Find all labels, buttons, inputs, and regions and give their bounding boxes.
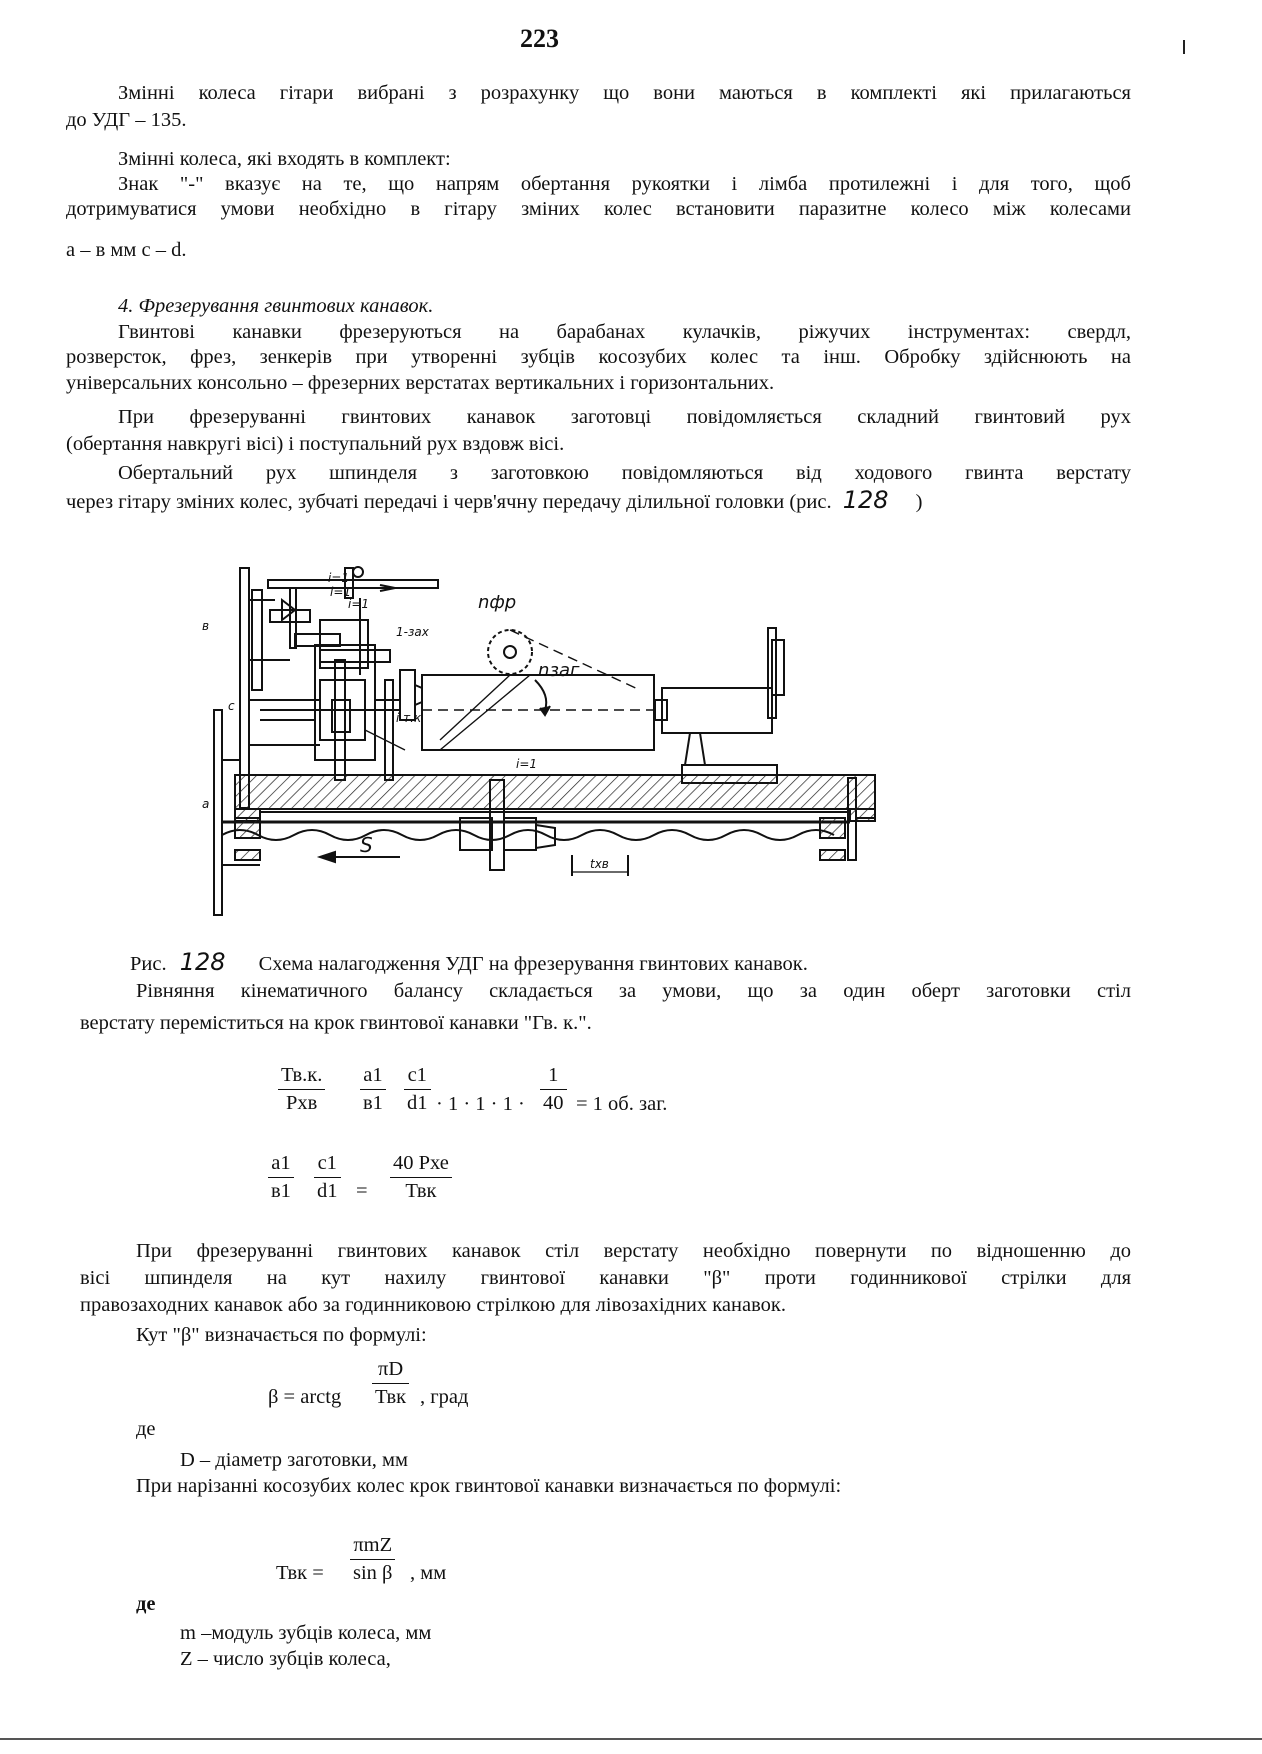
machine-table bbox=[235, 775, 875, 809]
para7-line2: верстату переміститься на крок гвинтової канавки "Гв. к.". bbox=[80, 1012, 592, 1034]
eq1-frac3: с1 d1 bbox=[404, 1062, 431, 1116]
fig-label-i1-b: і=1 bbox=[330, 585, 352, 599]
fig-label-ntkx: і т.к bbox=[396, 711, 422, 725]
fig-label-a: а bbox=[202, 797, 210, 811]
eq1-rhs: = 1 об. заг. bbox=[576, 1093, 668, 1115]
fig-label-nzag: nзаг bbox=[538, 660, 580, 681]
eq2-frac1: а1 в1 bbox=[268, 1150, 294, 1204]
caption-number: 128 bbox=[179, 948, 226, 976]
milling-cutter bbox=[488, 630, 532, 674]
section-heading: 4. Фрезерування гвинтових канавок. bbox=[118, 295, 434, 317]
eq1-mid: · 1 · 1 · 1 · bbox=[436, 1093, 525, 1115]
de-label-2: де bbox=[136, 1593, 156, 1615]
fig-label-nfr: nфр bbox=[478, 592, 517, 613]
definition-Z: Z – число зубців колеса, bbox=[180, 1648, 391, 1670]
para10: При нарізанні косозубих колес крок гвинтової канавки визначається по формулі: bbox=[136, 1475, 842, 1497]
gear-a bbox=[214, 710, 222, 915]
para8-line3: правозаходних канавок або за годинниковою стрілкою для лівозахідних канавок. bbox=[80, 1294, 786, 1316]
caption-text: Схема налагодження УДГ на фрезерування гвинтових канавок. bbox=[258, 953, 808, 975]
para6-line1: Обертальний рух шпинделя з заготовкою повідомляються від ходового гвинта верстату bbox=[118, 462, 1131, 484]
para6-fig-ref: 128 bbox=[842, 486, 889, 514]
workpiece bbox=[422, 675, 654, 750]
eq3-lhs: β = arctg bbox=[268, 1386, 342, 1408]
para9: Кут "β" визначається по формулі: bbox=[136, 1324, 427, 1346]
caption-prefix: Рис. bbox=[130, 953, 167, 975]
eq1-frac4: $\frac{1}{40}$ bbox=[540, 1062, 567, 1116]
eq1-frac2: а1 в1 bbox=[360, 1062, 386, 1116]
bottom-rule bbox=[0, 1738, 1262, 1740]
eq3-unit: , град bbox=[420, 1386, 469, 1408]
fig-label-s: S bbox=[360, 833, 373, 857]
para4-line1: Гвинтові канавки фрезеруються на барабанах кулачків, ріжучих інструментах: свердл, bbox=[118, 321, 1131, 343]
fig-label-i1-a: і=1 bbox=[328, 571, 350, 585]
tailstock bbox=[662, 688, 772, 733]
para3-line3: а – в мм с – d. bbox=[66, 239, 187, 261]
para8-line1: При фрезеруванні гвинтових канавок стіл верстату необхідно повернути по відношенню до bbox=[136, 1240, 1131, 1262]
para6-line2-text: через гітару зміних колес, зубчаті передачі і черв'ячну передачу ділильної головки (рис. bbox=[66, 491, 832, 513]
para4-line3: універсальних консольно – фрезерних верстатах вертикальних і горизонтальних. bbox=[66, 372, 775, 394]
para3-line1: Знак "-" вказує на те, що напрям обертання рукоятки і лімба протилежні і для того, щоб bbox=[118, 173, 1131, 195]
fig-label-b: в bbox=[202, 619, 210, 633]
para4-line2: розверсток, фрез, зенкерів при утворенні зубців косозубих колес та інш. Обробку здійснюють на bbox=[66, 346, 1131, 368]
para5-line2: (обертання навкругі вісі) і поступальний рух вздовж вісі. bbox=[66, 433, 565, 455]
para8-line2: вісі шпинделя на кут нахилу гвинтової канавки "β" проти годинникової стрілки для bbox=[80, 1267, 1131, 1289]
fig-label-i1-c: і=1 bbox=[348, 597, 370, 611]
de-label-1: де bbox=[136, 1418, 156, 1440]
fig-label-c: с bbox=[228, 699, 235, 713]
para1-line2: до УДГ – 135. bbox=[66, 109, 187, 131]
para6-line2 bbox=[66, 485, 923, 516]
para2: Змінні колеса, які входять в комплект: bbox=[118, 148, 451, 170]
para3-line2: дотримуватися умови необхідно в гітару зміних колес встановити паразитне колесо між колесами bbox=[66, 198, 1131, 220]
eq4-lhs: Твк = bbox=[276, 1562, 324, 1584]
eq4-frac: πmZ sin β bbox=[350, 1532, 395, 1586]
fig-label-txv: tхв bbox=[590, 857, 609, 871]
figure-128-schematic bbox=[200, 560, 980, 930]
gear-b-upper bbox=[240, 568, 249, 808]
eq1-frac1: Тв.к. Рхв bbox=[278, 1062, 325, 1116]
eq2-frac2: с1 d1 bbox=[314, 1150, 341, 1204]
para7-line1: Рівняння кінематичного балансу складається за умови, що за один оберт заготовки стіл bbox=[136, 980, 1131, 1002]
definition-m: m –модуль зубців колеса, мм bbox=[180, 1622, 432, 1644]
margin-mark bbox=[1183, 40, 1185, 54]
definition-D: D – діаметр заготовки, мм bbox=[180, 1449, 409, 1471]
eq2-equals: = bbox=[356, 1180, 368, 1202]
fig-label-zax: 1-зах bbox=[396, 625, 429, 639]
figure-caption bbox=[130, 947, 808, 978]
eq3-frac: πD Твк bbox=[372, 1356, 409, 1410]
fig-label-i1-d: і=1 bbox=[516, 757, 538, 771]
eq4-unit: , мм bbox=[410, 1562, 447, 1584]
para5-line1: При фрезеруванні гвинтових канавок заготовці повідомляється складний гвинтовий рух bbox=[118, 406, 1131, 428]
para1-line1: Змінні колеса гітари вибрані з розрахунку що вони маються в комплекті які прилагаються bbox=[118, 82, 1131, 104]
eq2-frac3: 40 Рхе Твк bbox=[390, 1150, 452, 1204]
para6-close: ) bbox=[915, 491, 923, 513]
page-number: 223 bbox=[520, 24, 559, 53]
